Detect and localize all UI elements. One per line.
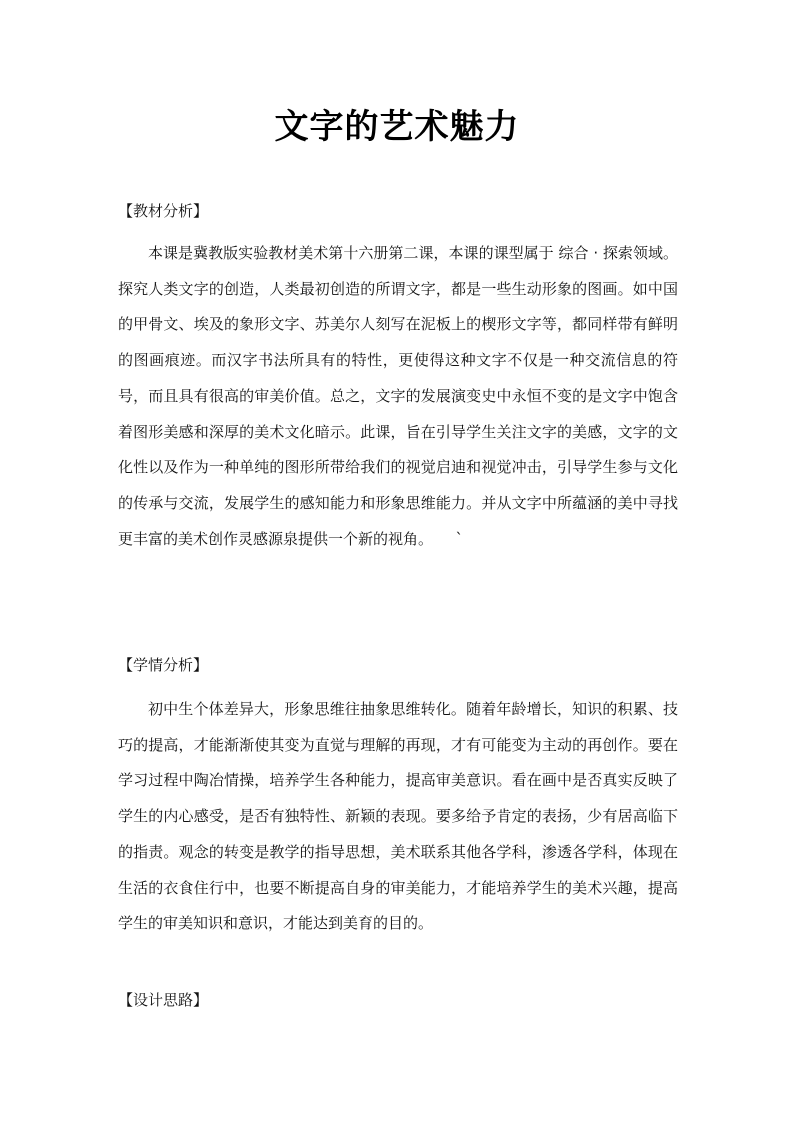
section-paragraph: 本课是冀教版实验教材美术第十六册第二课，本课的课型属于 综合 · 探索领域。探究人类文字的创造，人类最初创造的所谓文字，都是一些生动形象的图画。如中国的甲骨文、埃及的象形文字、苏美尔人刻写在泥板上的楔形文字等，都同样带有鲜明的图画痕迹。而汉字书法所具有的特性，更使得这种文字不仅是一种交流信息的符号，而且具有很高的审美价值。总之，文字的发展演变史中永恒不变的是文字中饱含着图形美感和深厚的美术文化暗示。此课，旨在引导学生关注文字的美感，文字的文化性以及作为一种单纯的图形所带给我们的视觉启迪和视觉冲击，引导学生参与文化的传承与交流，发展学生的感知能力和形象思维能力。并从文字中所蕴涵的美中寻找更丰富的美术创作灵感源泉提供一个新的视角。 `: [118, 244, 678, 548]
section-heading: 【学情分析】: [118, 656, 209, 674]
section-textbook-analysis: [118, 200, 678, 557]
section-design-idea: [118, 989, 678, 1011]
section-student-analysis: [118, 654, 678, 942]
section-heading: 【教材分析】: [118, 202, 209, 220]
document-title: 文字的艺术魅力: [274, 107, 520, 147]
section-heading: 【设计思路】: [118, 991, 209, 1009]
section-paragraph: 初中生个体差异大，形象思维往抽象思维转化。随着年龄增长，知识的积累、技巧的提高，才能渐渐使其变为直觉与理解的再现，才有可能变为主动的再创作。要在学习过程中陶冶情操，培养学生各种能力，提高审美意识。看在画中是否真实反映了学生的内心感受，是否有独特性、新颖的表现。要多给予肯定的表扬，少有居高临下的指责。观念的转变是教学的指导思想，美术联系其他各学科，渗透各学科，体现在生活的衣食住行中，也要不断提高自身的审美能力，才能培养学生的美术兴趣，提高学生的审美知识和意识，才能达到美育的目的。: [118, 700, 678, 933]
